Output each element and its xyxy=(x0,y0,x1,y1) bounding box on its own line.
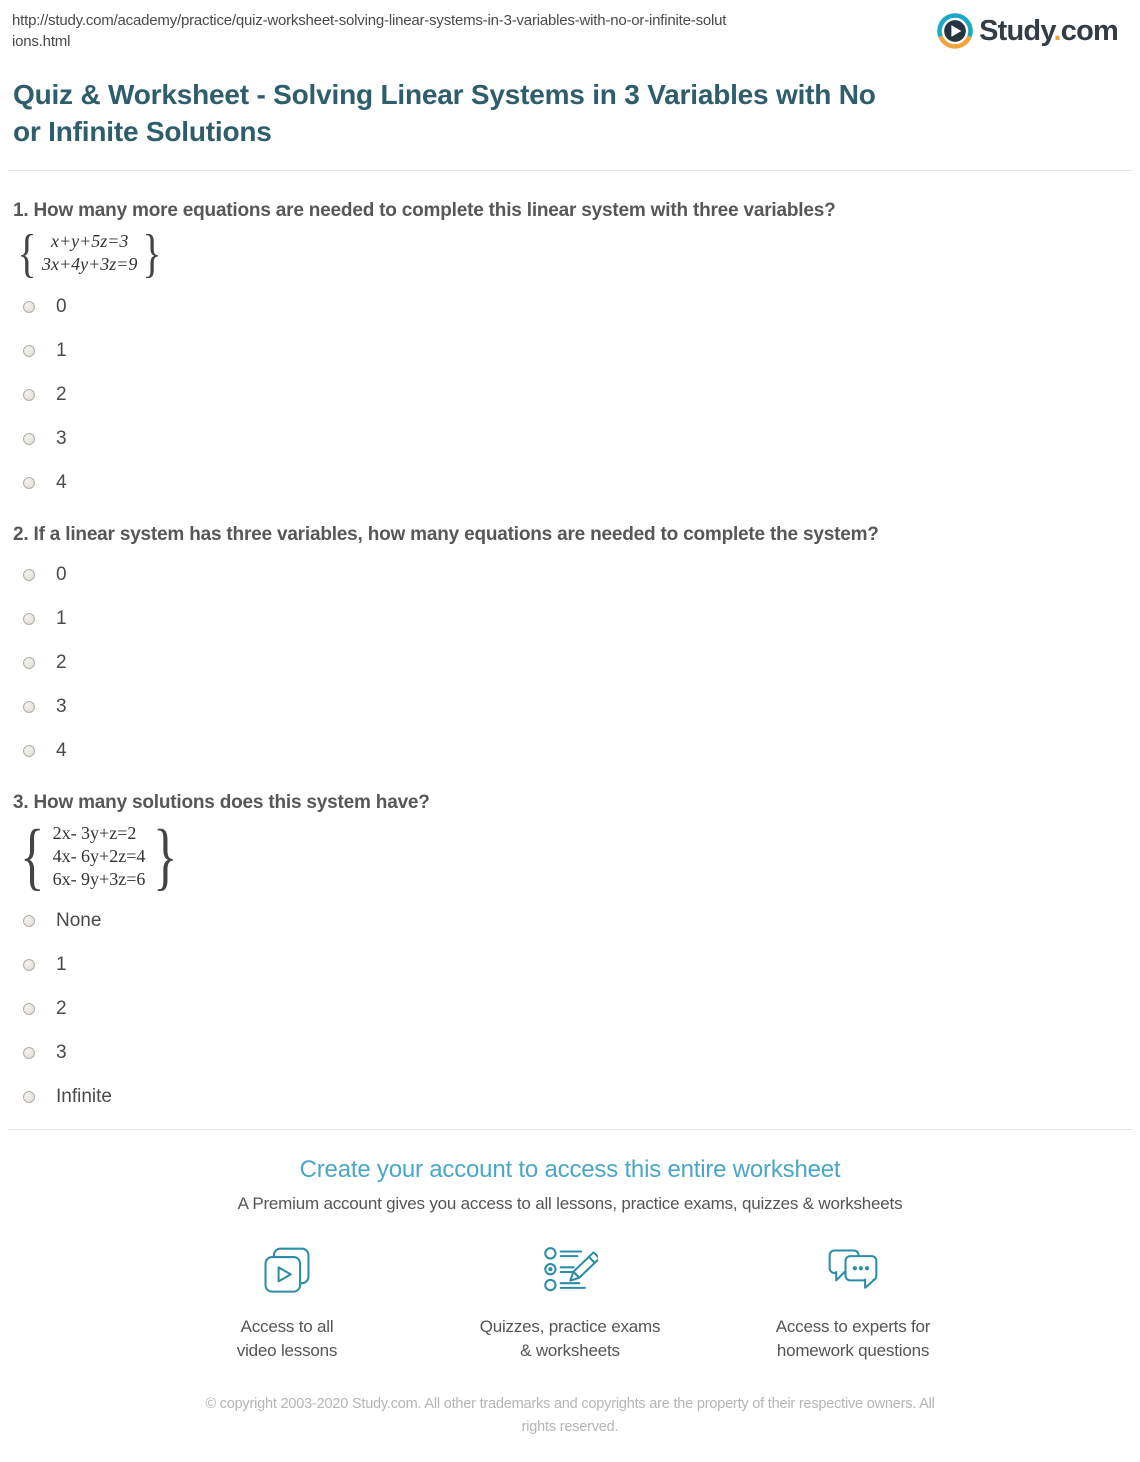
option-label: 2 xyxy=(56,998,67,1019)
option-label: None xyxy=(56,910,102,931)
feature-label: Access to all video lessons xyxy=(236,1317,338,1360)
studycom-logo-text: Study.com xyxy=(979,15,1118,47)
option-label: 3 xyxy=(56,696,67,717)
cta-subtitle: A Premium account gives you access to all lessons, practice exams, quizzes & worksheets xyxy=(237,1194,903,1213)
radio-button[interactable] xyxy=(23,701,35,713)
equation-line: 4x- 6y+2z=4 xyxy=(52,845,146,866)
question-2-options xyxy=(13,563,1140,763)
studycom-logo[interactable] xyxy=(936,12,1118,50)
option-label: 1 xyxy=(56,608,67,629)
feature-expert-help xyxy=(741,1244,966,1363)
radio-option[interactable] xyxy=(13,1085,1140,1109)
option-label: Infinite xyxy=(56,1086,112,1107)
left-brace xyxy=(17,227,36,280)
radio-button[interactable] xyxy=(23,389,35,401)
radio-option[interactable] xyxy=(13,339,1140,363)
feature-label: Access to experts for homework questions xyxy=(775,1317,931,1360)
option-label: 0 xyxy=(56,296,67,317)
option-label: 3 xyxy=(56,1042,67,1063)
option-label: 0 xyxy=(56,564,67,585)
radio-option[interactable] xyxy=(13,471,1140,495)
radio-option[interactable] xyxy=(13,383,1140,407)
page-url: http://study.com/academy/practice/quiz-worksheet-solving-linear-systems-in-3-variables-with-no-or-infinite-solutions.html xyxy=(12,12,727,50)
option-label: 1 xyxy=(56,340,67,361)
radio-button[interactable] xyxy=(23,569,35,581)
radio-button[interactable] xyxy=(23,1003,35,1015)
equation-line: 6x- 9y+3z=6 xyxy=(52,868,146,889)
question-2 xyxy=(13,524,1140,763)
radio-option[interactable] xyxy=(13,953,1140,977)
feature-quizzes-worksheets xyxy=(458,1244,683,1363)
option-label: 2 xyxy=(56,384,67,405)
quiz-body xyxy=(0,200,1140,1109)
equation-line: 3x+4y+3z=9 xyxy=(42,254,138,274)
radio-option[interactable] xyxy=(13,997,1140,1021)
radio-button[interactable] xyxy=(23,301,35,313)
radio-button[interactable] xyxy=(23,1091,35,1103)
radio-button[interactable] xyxy=(23,915,35,927)
left-brace xyxy=(20,818,44,894)
radio-option[interactable] xyxy=(13,1041,1140,1065)
option-label: 3 xyxy=(56,428,67,449)
copyright-notice: © copyright 2003-2020 Study.com. All other trademarks and copyrights are the property of their respective owners. All rights reserved. xyxy=(205,1396,935,1435)
question-3-prompt: 3. How many solutions does this system have? xyxy=(13,792,430,813)
radio-button[interactable] xyxy=(23,1047,35,1059)
question-2-prompt: 2. If a linear system has three variables, how many equations are needed to complete the system? xyxy=(13,524,879,545)
question-1 xyxy=(13,200,1140,495)
equation-system-1 xyxy=(15,228,164,278)
radio-button[interactable] xyxy=(23,477,35,489)
radio-option[interactable] xyxy=(13,295,1140,319)
feature-label: Quizzes, practice exams & worksheets xyxy=(479,1317,661,1360)
option-label: 4 xyxy=(56,472,67,493)
radio-button[interactable] xyxy=(23,345,35,357)
radio-option[interactable] xyxy=(13,651,1140,675)
radio-option[interactable] xyxy=(13,909,1140,933)
right-brace xyxy=(143,227,162,280)
radio-option[interactable] xyxy=(13,695,1140,719)
question-1-options xyxy=(13,295,1140,495)
radio-button[interactable] xyxy=(23,959,35,971)
cta-title[interactable]: Create your account to access this entire worksheet xyxy=(299,1156,841,1183)
title-divider xyxy=(8,170,1132,171)
question-3 xyxy=(13,792,1140,1109)
question-3-options xyxy=(13,909,1140,1109)
feature-video-lessons xyxy=(175,1244,400,1363)
radio-button[interactable] xyxy=(23,657,35,669)
question-1-prompt: 1. How many more equations are needed to complete this linear system with three variables? xyxy=(13,200,836,221)
video-lessons-icon xyxy=(259,1244,315,1300)
option-label: 2 xyxy=(56,652,67,673)
radio-button[interactable] xyxy=(23,433,35,445)
equation-line: x+y+5z=3 xyxy=(51,231,129,251)
studycom-play-icon xyxy=(936,12,974,50)
page-title: Quiz & Worksheet - Solving Linear Systems in 3 Variables with No or Infinite Solutions xyxy=(13,79,876,147)
right-brace xyxy=(154,818,178,894)
page-header xyxy=(0,0,1140,52)
radio-button[interactable] xyxy=(23,745,35,757)
radio-option[interactable] xyxy=(13,607,1140,631)
expert-chat-icon xyxy=(825,1244,881,1300)
option-label: 4 xyxy=(56,740,67,761)
equation-system-3 xyxy=(15,820,183,892)
option-label: 1 xyxy=(56,954,67,975)
radio-button[interactable] xyxy=(23,613,35,625)
radio-option[interactable] xyxy=(13,563,1140,587)
equation-line: 2x- 3y+z=2 xyxy=(52,822,137,843)
radio-option[interactable] xyxy=(13,427,1140,451)
cta-section xyxy=(0,1156,1140,1363)
quiz-worksheet-icon xyxy=(542,1244,598,1300)
cta-divider xyxy=(8,1129,1132,1130)
feature-list xyxy=(0,1244,1140,1363)
radio-option[interactable] xyxy=(13,739,1140,763)
